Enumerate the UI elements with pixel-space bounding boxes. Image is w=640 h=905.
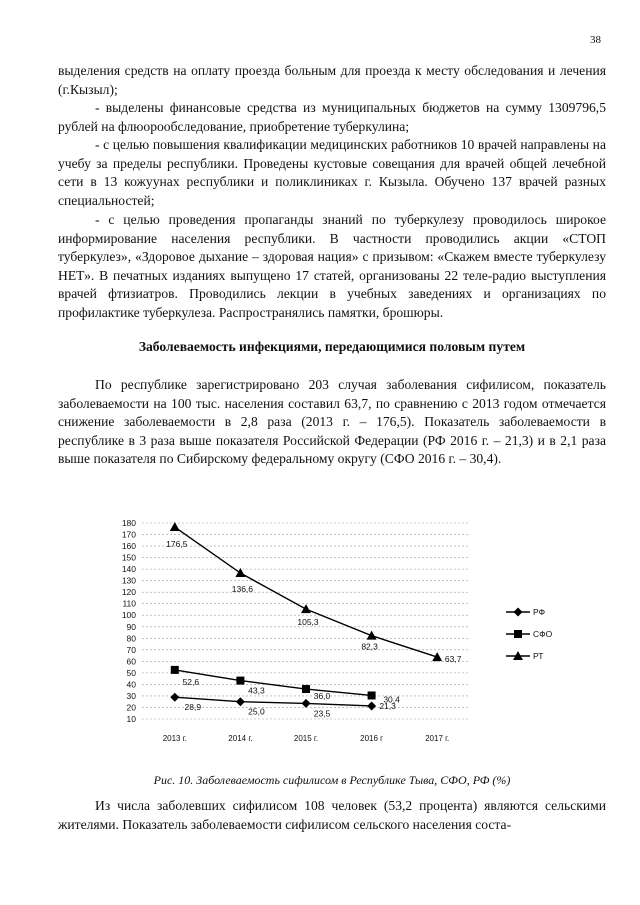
data-label: 36,0 <box>313 691 331 702</box>
x-tick-label: 2015 г. <box>293 734 319 743</box>
square-marker <box>514 630 522 638</box>
paragraph-syphilis-intro: По республике зарегистрировано 203 случая заболевания сифилисом, показатель заболеваемости на 100 тыс. населения составил 63,7, по сравнению с 2013 годом отмечается снижение заболеваемости в 2,8 раза (2013 г. – 176,5). Показатель заболеваемости в республике в 3 раза выше показателя Российской Федерации (РФ 2016 г. – 21,3) и в 2,1 раза выше показателя по Сибирскому федеральному округу (СФО 2016 г. – 30,4). <box>58 377 606 467</box>
diamond-marker <box>236 697 245 706</box>
data-label: 52,6 <box>182 676 200 687</box>
y-tick-label: 20 <box>126 702 136 713</box>
paragraph-qualification: - с целью повышения квалификации медицинских работников 10 врачей направлены на учебу за пределы республики. Проведены кустовые совещания для врачей общей лечебной сети в 13 кожуунах республики и поликлиниках г. Кызыла. Обучено 137 врачей разных специальностей; <box>58 137 606 208</box>
y-axis-ticks <box>122 518 136 724</box>
y-tick-label: 150 <box>121 552 136 563</box>
x-tick-label: 2016 г <box>360 734 384 743</box>
x-tick-label: 2017 г. <box>425 734 450 743</box>
page-number: 38 <box>590 34 601 46</box>
triangle-marker <box>170 522 180 531</box>
x-tick-label: 2014 г. <box>228 734 253 743</box>
chart-legend <box>506 607 553 661</box>
y-tick-label: 100 <box>121 610 136 621</box>
diamond-marker <box>367 701 376 710</box>
y-tick-label: 30 <box>126 690 136 701</box>
square-marker <box>236 677 244 685</box>
x-tick-label: 2013 г. <box>162 734 187 743</box>
y-tick-label: 140 <box>121 564 136 575</box>
data-label: 25,0 <box>248 706 265 717</box>
data-label: 63,7 <box>444 654 462 665</box>
paragraph-propaganda: - с целью проведения пропаганды знаний по туберкулезу проводилось широкое информирование населения республики. В частности проводились акции «СТОП туберкулез», «Здоровое дыхание – здоровая нация» с призывом: «Скажем вместе туберкулезу НЕТ». В печатных изданиях выпущено 17 статей, организованы 22 теле-радио выступления врачей фтизиатров. Проводились лекции в учебных заведениях и организациях по профилактике туберкулеза. Распространялись памятки, брошюры. <box>58 212 606 320</box>
data-label: 30,4 <box>383 694 400 705</box>
y-tick-label: 10 <box>126 714 136 724</box>
y-tick-label: 170 <box>121 529 136 540</box>
paragraph-municipal-funding: - выделены финансовые средства из муниципальных бюджетов на сумму 1309796,5 рублей на флюорообследование, приобретение туберкулина; <box>58 100 606 134</box>
y-tick-label: 110 <box>122 598 136 609</box>
data-label: 21,3 <box>379 700 396 711</box>
y-tick-label: 50 <box>126 667 136 678</box>
square-marker <box>171 666 179 674</box>
section-heading: Заболеваемость инфекциями, передающимися половым путем <box>138 339 526 354</box>
square-marker <box>368 691 376 699</box>
series-line-СФО <box>175 670 372 696</box>
figure-caption: Рис. 10. Заболеваемость сифилисом в Республике Тыва, СФО, РФ (%) <box>153 773 511 787</box>
chart-data-labels <box>166 539 462 718</box>
y-tick-label: 40 <box>126 679 136 690</box>
y-tick-label: 130 <box>121 575 136 586</box>
data-label: 176,5 <box>166 539 188 550</box>
data-label: 82,3 <box>361 641 378 652</box>
y-tick-label: 60 <box>126 656 136 667</box>
data-label: 43,3 <box>248 685 265 696</box>
legend-label: СФО <box>533 629 553 639</box>
data-label: 105,3 <box>297 617 319 628</box>
data-label: 28,9 <box>184 702 202 713</box>
diamond-marker <box>302 699 311 708</box>
y-tick-label: 90 <box>126 621 136 632</box>
diamond-marker <box>170 693 179 702</box>
syphilis-incidence-chart <box>108 508 588 758</box>
data-label: 23,5 <box>313 708 331 719</box>
y-tick-label: 160 <box>121 541 136 552</box>
legend-label: РФ <box>533 607 546 617</box>
triangle-marker <box>367 631 377 640</box>
y-tick-label: 70 <box>126 644 136 655</box>
paragraph-travel-funding: выделения средств на оплату проезда больным для проезда к месту обследования и лечения (г.Кызыл); <box>58 63 606 97</box>
square-marker <box>302 685 310 693</box>
y-tick-label: 80 <box>126 633 136 644</box>
triangle-marker <box>301 604 311 613</box>
data-label: 136,6 <box>231 584 254 595</box>
x-axis-ticks <box>163 734 450 743</box>
diamond-marker <box>514 608 523 617</box>
paragraph-rural-cases: Из числа заболевших сифилисом 108 человек (53,2 процента) являются сельскими жителями. Показатель заболеваемости сифилисом сельского населения соста- <box>58 798 606 832</box>
legend-label: РТ <box>533 651 544 661</box>
series-line-РФ <box>175 697 372 706</box>
y-tick-label: 120 <box>121 587 136 598</box>
y-tick-label: 180 <box>121 518 136 528</box>
